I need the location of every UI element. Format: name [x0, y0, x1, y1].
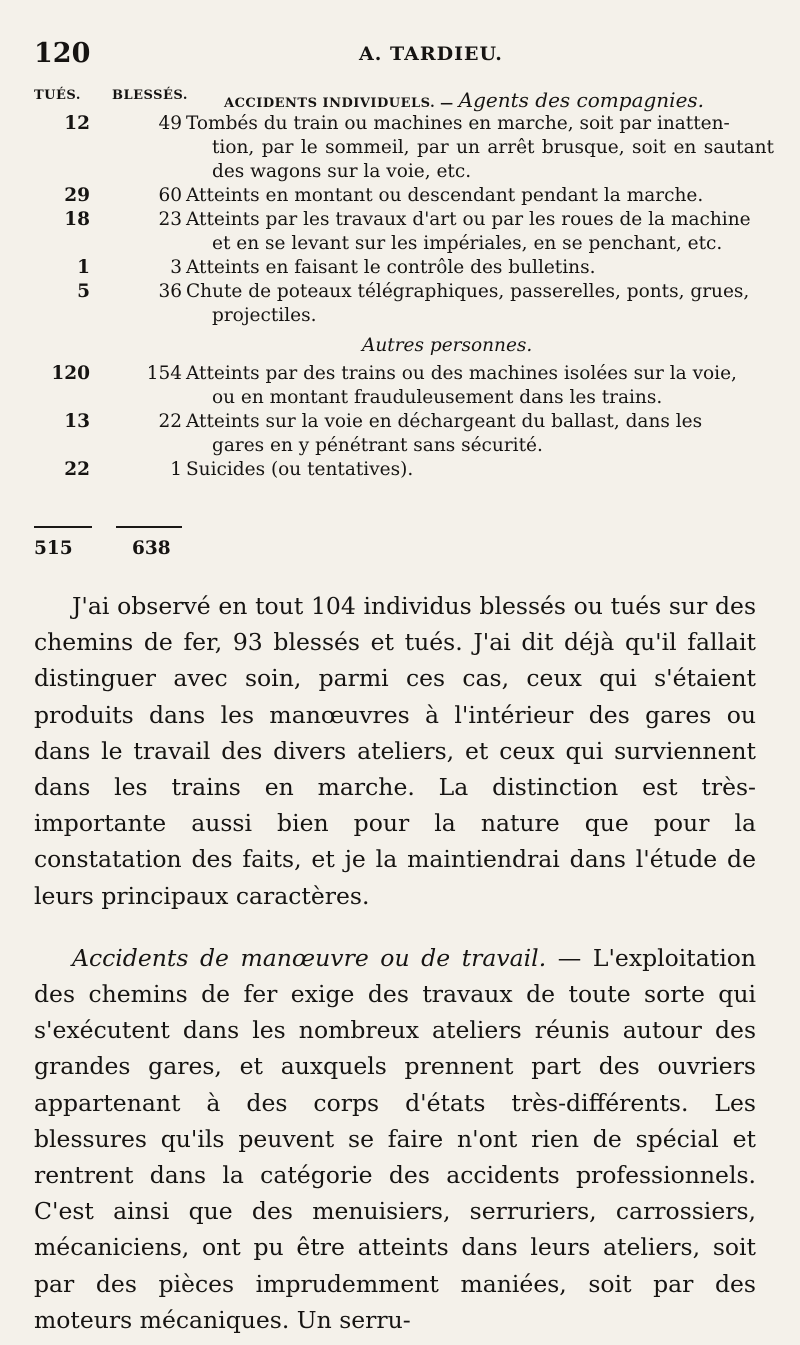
cell-blesses: 36	[158, 281, 182, 302]
column-header-tues: TUÉS.	[34, 88, 81, 103]
cell-tues: 120	[51, 363, 90, 384]
cell-blesses: 154	[146, 363, 182, 384]
section-title-agents: Agents des compagnies.	[458, 88, 705, 112]
table-header	[34, 82, 774, 112]
cell-tues: 12	[64, 113, 90, 134]
description-continuation: et en se levant sur les impériales, en se penchant, etc.	[212, 233, 723, 254]
cell-tues: 5	[77, 281, 90, 302]
column-header-accidents-label: ACCIDENTS INDIVIDUELS. —	[224, 96, 454, 111]
table-totals	[34, 520, 254, 570]
table-row	[34, 410, 774, 458]
cell-description	[186, 458, 774, 482]
total-blesses: 638	[132, 538, 171, 559]
section-title-autres: Autres personnes.	[362, 335, 533, 356]
cell-blesses: 1	[170, 459, 182, 480]
description-line: Atteints en montant ou descendant pendant la marche.	[186, 185, 704, 206]
description-line: Atteints par des trains ou des machines isolées sur la voie,	[186, 363, 737, 384]
rows-autres	[34, 362, 774, 482]
cell-blesses: 60	[158, 185, 182, 206]
page-header	[34, 38, 774, 72]
table-row	[34, 458, 774, 482]
total-tues: 515	[34, 538, 73, 559]
table-row	[34, 280, 774, 328]
description-continuation: projectiles.	[212, 305, 317, 326]
table-row	[34, 362, 774, 410]
description-continuation: ou en montant frauduleusement dans les trains.	[212, 387, 663, 408]
cell-tues: 22	[64, 459, 90, 480]
table-row	[34, 112, 774, 184]
description-line: Atteints par les travaux d'art ou par les roues de la machine	[186, 209, 751, 230]
cell-tues: 1	[77, 257, 90, 278]
cell-tues: 18	[64, 209, 90, 230]
cell-description	[186, 184, 774, 208]
paragraph-heading: Accidents de manœuvre ou de travail.	[72, 943, 547, 972]
cell-description	[186, 208, 774, 256]
cell-tues: 29	[64, 185, 90, 206]
total-rule-tues	[34, 526, 92, 528]
table-row	[34, 208, 774, 256]
total-rule-blesses	[116, 526, 182, 528]
column-header-accidents	[224, 88, 704, 112]
cell-description	[186, 256, 774, 280]
paragraph: J'ai observé en tout 104 individus blessés ou tués sur des chemins de fer, 93 blessés et tués. J'ai dit déjà qu'il fallait distinguer avec soin, parmi ces cas, ceux qui s'étaient produits dans les manœuvres à l'intérieur des gares ou dans le travail des divers ateliers, et ceux qui surviennent dans les trains en marche. La distinction est très-importante aussi bien pour la nature que pour la constatation des faits, et je la maintiendrai dans l'étude de leurs principaux caractères.	[34, 592, 756, 910]
running-head: A. TARDIEU.	[359, 43, 503, 65]
paragraph-text: — L'exploitation des chemins de fer exige des travaux de toute sorte qui s'exécutent dans les nombreux ateliers réunis autour des grandes gares, et auxquels prennent part des ouvriers appartenant à des corps d'états très-différents. Les blessures qu'ils peuvent se faire n'ont rien de spécial et rentrent dans la catégorie des accidents professionnels. C'est ainsi que des menuisiers, serruriers, carrossiers, mécaniciens, ont pu être atteints dans leurs ateliers, soit par des pièces imprudemment maniées, soit par des moteurs mécaniques. Un serru-	[34, 943, 756, 1334]
cell-blesses: 3	[170, 257, 182, 278]
body-text	[34, 588, 756, 1338]
table-row	[34, 256, 774, 280]
cell-description	[186, 280, 774, 328]
paragraph	[34, 940, 756, 1338]
description-line: Tombés du train ou machines en marche, soit par inatten-	[186, 113, 730, 134]
rows-agents	[34, 112, 774, 328]
description-line: Suicides (ou tentatives).	[186, 459, 414, 480]
description-line: Chute de poteaux télégraphiques, passerelles, ponts, grues,	[186, 281, 750, 302]
cell-description	[186, 112, 774, 184]
cell-description	[186, 362, 774, 410]
cell-tues: 13	[64, 411, 90, 432]
table-row	[34, 184, 774, 208]
description-continuation: gares en y pénétrant sans sécurité.	[212, 435, 543, 456]
cell-blesses: 49	[158, 113, 182, 134]
description-continuation: tion, par le sommeil, par un arrêt brusque, soit en sautant des wagons sur la voie, etc.	[212, 137, 774, 182]
description-line: Atteints en faisant le contrôle des bulletins.	[186, 257, 596, 278]
cell-blesses: 23	[158, 209, 182, 230]
accident-table	[34, 112, 774, 482]
description-line: Atteints sur la voie en déchargeant du ballast, dans les	[186, 411, 703, 432]
page-number: 120	[34, 38, 91, 69]
cell-blesses: 22	[158, 411, 182, 432]
column-header-blesses: BLESSÉS.	[112, 88, 188, 103]
cell-description	[186, 410, 774, 458]
